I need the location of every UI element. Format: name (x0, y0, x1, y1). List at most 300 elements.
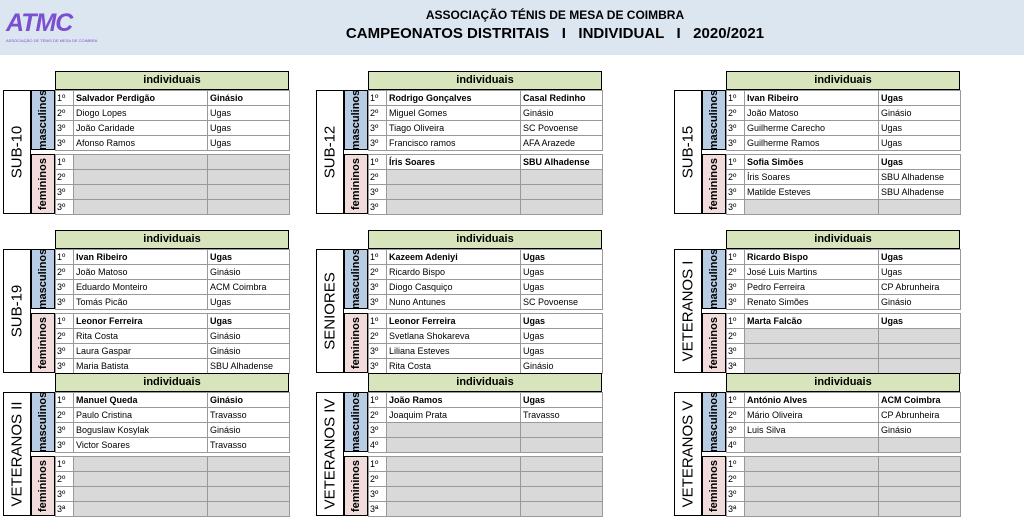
place-cell: 3ª (727, 359, 745, 374)
masculinos-label: masculinos (31, 249, 55, 309)
player-name-cell (74, 487, 208, 502)
place-cell: 2º (727, 170, 745, 185)
table-row (369, 423, 603, 438)
masculinos-table (726, 249, 961, 310)
club-cell: Ugas (208, 295, 290, 310)
table-row (369, 265, 603, 280)
club-cell (879, 344, 961, 359)
player-name-cell: Sofia Simões (745, 155, 879, 170)
place-cell: 1º (369, 314, 387, 329)
femininos-label: femininos (31, 313, 55, 373)
player-name-cell (745, 472, 879, 487)
player-name-cell (387, 438, 521, 453)
category-label (316, 392, 344, 516)
masculinos-label: masculinos (344, 249, 368, 309)
individuais-header: individuais (368, 71, 602, 90)
table-row (369, 185, 603, 200)
table-row (369, 359, 603, 374)
club-cell: Ugas (879, 121, 961, 136)
club-cell: SBU Alhadense (879, 170, 961, 185)
individuais-header: individuais (368, 373, 602, 392)
club-cell: Ginásio (208, 423, 290, 438)
player-name-cell: João Matoso (745, 106, 879, 121)
place-cell: 3º (56, 185, 74, 200)
player-name-cell: Mário Oliveira (745, 408, 879, 423)
table-row (727, 170, 961, 185)
table-row (56, 250, 290, 265)
club-cell: Ugas (879, 136, 961, 151)
player-name-cell: Eduardo Monteiro (74, 280, 208, 295)
player-name-cell: Leonor Ferreira (387, 314, 521, 329)
femininos-table (368, 456, 603, 517)
club-cell: Travasso (208, 408, 290, 423)
place-cell: 3º (727, 200, 745, 215)
player-name-cell: José Luis Martins (745, 265, 879, 280)
player-name-cell: Ricardo Bispo (387, 265, 521, 280)
club-cell (879, 472, 961, 487)
femininos-label: femininos (31, 456, 55, 516)
club-cell (208, 457, 290, 472)
table-row (369, 200, 603, 215)
club-cell: SBU Alhadense (879, 185, 961, 200)
club-cell: AFA Arazede (521, 136, 603, 151)
player-name-cell: Boguslaw Kosylak (74, 423, 208, 438)
player-name-cell (387, 502, 521, 517)
association-title: ASSOCIAÇÃO TÉNIS DE MESA DE COIMBRA (425, 8, 685, 22)
table-row (56, 200, 290, 215)
place-cell: 2º (369, 329, 387, 344)
place-cell: 1º (369, 250, 387, 265)
individuais-header: individuais (726, 373, 960, 392)
place-cell: 3º (369, 344, 387, 359)
table-row (56, 502, 290, 517)
individuais-header: individuais (55, 230, 289, 249)
page-header (0, 0, 1024, 55)
table-row (56, 91, 290, 106)
club-cell: SBU Alhadense (208, 359, 290, 374)
table-row (369, 438, 603, 453)
table-row (727, 457, 961, 472)
masculinos-table (368, 90, 603, 151)
femininos-table (726, 313, 961, 374)
place-cell: 3º (727, 423, 745, 438)
place-cell: 1º (56, 393, 74, 408)
table-row (727, 502, 961, 517)
femininos-label: femininos (344, 313, 368, 373)
table-row (727, 438, 961, 453)
masculinos-table (368, 249, 603, 310)
table-row (727, 200, 961, 215)
table-row (369, 170, 603, 185)
masculinos-label: masculinos (31, 392, 55, 452)
masculinos-label: masculinos (344, 90, 368, 150)
place-cell: 2º (369, 106, 387, 121)
place-cell: 3º (56, 487, 74, 502)
table-row (727, 295, 961, 310)
table-row (369, 408, 603, 423)
player-name-cell (745, 344, 879, 359)
club-cell (521, 438, 603, 453)
club-cell: Travasso (208, 438, 290, 453)
player-name-cell: Paulo Cristina (74, 408, 208, 423)
category-label (3, 392, 31, 516)
femininos-label: femininos (344, 456, 368, 516)
player-name-cell: Miguel Gomes (387, 106, 521, 121)
club-cell (521, 472, 603, 487)
place-cell: 1º (727, 393, 745, 408)
place-cell: 3º (369, 121, 387, 136)
femininos-label: femininos (344, 154, 368, 214)
table-row (727, 136, 961, 151)
player-name-cell: Kazeem Adeniyi (387, 250, 521, 265)
player-name-cell: Matilde Esteves (745, 185, 879, 200)
club-cell (208, 502, 290, 517)
club-cell (879, 457, 961, 472)
club-cell: SC Povoense (521, 295, 603, 310)
table-row (56, 265, 290, 280)
player-name-cell: João Matoso (74, 265, 208, 280)
individuais-header: individuais (726, 71, 960, 90)
club-cell: Ugas (879, 314, 961, 329)
player-name-cell (74, 472, 208, 487)
table-row (56, 280, 290, 295)
player-name-cell: João Caridade (74, 121, 208, 136)
table-row (56, 136, 290, 151)
table-row (727, 329, 961, 344)
club-cell: Ugas (208, 106, 290, 121)
place-cell: 3ª (56, 502, 74, 517)
place-cell: 3º (56, 438, 74, 453)
category-name: SENIORES (321, 272, 339, 350)
femininos-label: femininos (702, 313, 726, 373)
category-label (316, 249, 344, 373)
table-row (56, 185, 290, 200)
club-cell: Ugas (879, 155, 961, 170)
table-row (369, 393, 603, 408)
table-row (56, 487, 290, 502)
club-cell: Ugas (521, 280, 603, 295)
table-row (56, 170, 290, 185)
table-row (369, 121, 603, 136)
place-cell: 3ª (727, 502, 745, 517)
table-row (369, 295, 603, 310)
place-cell: 3º (727, 280, 745, 295)
place-cell: 1º (727, 155, 745, 170)
place-cell: 1º (727, 250, 745, 265)
player-name-cell: Salvador Perdigão (74, 91, 208, 106)
club-cell: Ugas (208, 136, 290, 151)
individuais-header: individuais (726, 230, 960, 249)
place-cell: 3º (56, 344, 74, 359)
player-name-cell (745, 438, 879, 453)
club-cell (879, 359, 961, 374)
player-name-cell (387, 170, 521, 185)
place-cell: 2º (727, 408, 745, 423)
masculinos-table (726, 392, 961, 453)
club-cell: Ugas (521, 393, 603, 408)
category-name: VETERANOS II (8, 401, 26, 507)
category-label (674, 249, 702, 373)
club-cell: Ugas (879, 250, 961, 265)
table-row (727, 185, 961, 200)
player-name-cell (74, 457, 208, 472)
table-row (369, 314, 603, 329)
table-row (369, 91, 603, 106)
player-name-cell (387, 457, 521, 472)
club-cell (521, 170, 603, 185)
player-name-cell (74, 170, 208, 185)
player-name-cell: Ricardo Bispo (745, 250, 879, 265)
club-cell: Ginásio (208, 265, 290, 280)
place-cell: 2º (56, 106, 74, 121)
table-row (727, 314, 961, 329)
table-row (727, 408, 961, 423)
club-cell: Ginásio (879, 106, 961, 121)
place-cell: 1º (56, 250, 74, 265)
table-row (369, 472, 603, 487)
player-name-cell (74, 185, 208, 200)
table-row (56, 106, 290, 121)
table-row (56, 344, 290, 359)
player-name-cell: Rita Costa (74, 329, 208, 344)
category-name: SUB-12 (321, 125, 339, 179)
championship-title: CAMPEONATOS DISTRITAIS I INDIVIDUAL I 2020/2021 (345, 25, 765, 42)
category-name: VETERANOS IV (321, 398, 339, 510)
table-row (727, 472, 961, 487)
player-name-cell: João Ramos (387, 393, 521, 408)
club-cell (208, 487, 290, 502)
player-name-cell: Svetlana Shokareva (387, 329, 521, 344)
player-name-cell (745, 359, 879, 374)
category-name: VETERANOS V (679, 400, 697, 508)
place-cell: 1º (56, 314, 74, 329)
place-cell: 3º (369, 200, 387, 215)
table-row (727, 250, 961, 265)
player-name-cell: Rita Costa (387, 359, 521, 374)
place-cell: 3º (56, 295, 74, 310)
player-name-cell (745, 329, 879, 344)
place-cell: 2º (369, 265, 387, 280)
place-cell: 2º (727, 106, 745, 121)
table-row (727, 91, 961, 106)
masculinos-label: masculinos (31, 90, 55, 150)
table-row (56, 155, 290, 170)
club-cell: Ugas (521, 329, 603, 344)
femininos-table (368, 313, 603, 374)
club-cell (521, 200, 603, 215)
femininos-table (368, 154, 603, 215)
player-name-cell: Liliana Esteves (387, 344, 521, 359)
player-name-cell (74, 200, 208, 215)
player-name-cell: Ivan Ribeiro (745, 91, 879, 106)
player-name-cell: Tiago Oliveira (387, 121, 521, 136)
club-cell: Ginásio (521, 106, 603, 121)
masculinos-table (55, 392, 290, 453)
table-row (56, 359, 290, 374)
place-cell: 3º (727, 185, 745, 200)
place-cell: 3º (727, 121, 745, 136)
table-row (727, 487, 961, 502)
table-row (369, 280, 603, 295)
category-label (3, 249, 31, 373)
table-row (369, 502, 603, 517)
masculinos-label: masculinos (702, 90, 726, 150)
table-row (369, 136, 603, 151)
table-row (727, 106, 961, 121)
table-row (369, 457, 603, 472)
club-cell: Ginásio (879, 423, 961, 438)
player-name-cell (745, 200, 879, 215)
place-cell: 1º (727, 91, 745, 106)
player-name-cell: Guilherme Ramos (745, 136, 879, 151)
club-cell: SC Povoense (521, 121, 603, 136)
club-cell (208, 170, 290, 185)
place-cell: 3º (56, 136, 74, 151)
femininos-label: femininos (702, 154, 726, 214)
table-row (727, 423, 961, 438)
place-cell: 1º (727, 314, 745, 329)
place-cell: 3º (56, 280, 74, 295)
club-cell (879, 200, 961, 215)
player-name-cell: Pedro Ferreira (745, 280, 879, 295)
logo-text: ATMC (6, 9, 73, 37)
category-label (674, 90, 702, 214)
place-cell: 4º (369, 438, 387, 453)
table-row (369, 250, 603, 265)
category-name: SUB-15 (679, 125, 697, 179)
club-cell (208, 155, 290, 170)
club-cell (521, 487, 603, 502)
place-cell: 2º (56, 265, 74, 280)
club-cell (879, 438, 961, 453)
player-name-cell (387, 200, 521, 215)
player-name-cell: Luis Silva (745, 423, 879, 438)
femininos-label: femininos (702, 456, 726, 516)
table-row (369, 106, 603, 121)
masculinos-table (368, 392, 603, 453)
club-cell: Ugas (521, 265, 603, 280)
table-row (727, 280, 961, 295)
place-cell: 3º (56, 423, 74, 438)
category-label (316, 90, 344, 214)
place-cell: 2º (369, 170, 387, 185)
place-cell: 2º (727, 472, 745, 487)
place-cell: 3º (727, 487, 745, 502)
place-cell: 1º (369, 457, 387, 472)
masculinos-table (55, 249, 290, 310)
club-cell: CP Abrunheira (879, 408, 961, 423)
club-cell: Ginásio (521, 359, 603, 374)
club-cell (208, 200, 290, 215)
player-name-cell: Maria Batista (74, 359, 208, 374)
player-name-cell (387, 487, 521, 502)
place-cell: 3º (56, 359, 74, 374)
place-cell: 1º (369, 393, 387, 408)
masculinos-table (726, 90, 961, 151)
player-name-cell: Tomás Picão (74, 295, 208, 310)
table-row (369, 329, 603, 344)
club-cell (521, 185, 603, 200)
player-name-cell: Diogo Casquiço (387, 280, 521, 295)
place-cell: 1º (727, 457, 745, 472)
club-cell: Ugas (208, 250, 290, 265)
player-name-cell: Leonor Ferreira (74, 314, 208, 329)
place-cell: 3º (369, 487, 387, 502)
place-cell: 1º (56, 91, 74, 106)
club-cell: Ugas (879, 91, 961, 106)
club-cell: Ugas (521, 250, 603, 265)
place-cell: 3º (369, 185, 387, 200)
table-row (727, 393, 961, 408)
club-cell: Ginásio (879, 295, 961, 310)
club-cell (521, 423, 603, 438)
femininos-table (55, 456, 290, 517)
category-name: VETERANOS I (679, 260, 697, 362)
masculinos-label: masculinos (702, 392, 726, 452)
table-row (56, 329, 290, 344)
player-name-cell: Laura Gaspar (74, 344, 208, 359)
club-cell: Ugas (879, 265, 961, 280)
player-name-cell (387, 472, 521, 487)
club-cell: ACM Coimbra (879, 393, 961, 408)
club-cell: Ugas (521, 344, 603, 359)
table-row (56, 314, 290, 329)
place-cell: 2º (727, 329, 745, 344)
place-cell: 3º (369, 136, 387, 151)
place-cell: 2º (56, 170, 74, 185)
player-name-cell: Nuno Antunes (387, 295, 521, 310)
table-row (369, 155, 603, 170)
player-name-cell: Íris Soares (745, 170, 879, 185)
table-row (56, 423, 290, 438)
club-cell (879, 487, 961, 502)
logo-subtitle: ASSOCIAÇÃO DE TÉNIS DE MESA DE COIMBRA (6, 38, 98, 43)
place-cell: 2º (369, 472, 387, 487)
femininos-table (55, 154, 290, 215)
player-name-cell: Íris Soares (387, 155, 521, 170)
place-cell: 1º (369, 155, 387, 170)
player-name-cell: Guilherme Carecho (745, 121, 879, 136)
table-row (727, 155, 961, 170)
category-name: SUB-10 (8, 125, 26, 179)
player-name-cell: Ivan Ribeiro (74, 250, 208, 265)
player-name-cell: Manuel Queda (74, 393, 208, 408)
table-row (56, 295, 290, 310)
place-cell: 3º (56, 121, 74, 136)
femininos-table (726, 154, 961, 215)
player-name-cell: Joaquim Prata (387, 408, 521, 423)
place-cell: 3º (727, 295, 745, 310)
femininos-label: femininos (31, 154, 55, 214)
player-name-cell (74, 155, 208, 170)
category-name: SUB-19 (8, 284, 26, 338)
club-cell: SBU Alhadense (521, 155, 603, 170)
club-cell: Ginásio (208, 91, 290, 106)
player-name-cell (74, 502, 208, 517)
place-cell: 2º (56, 329, 74, 344)
club-cell (521, 457, 603, 472)
femininos-table (726, 456, 961, 517)
individuais-header: individuais (55, 71, 289, 90)
player-name-cell: Francisco ramos (387, 136, 521, 151)
table-row (369, 487, 603, 502)
place-cell: 3º (727, 136, 745, 151)
table-row (369, 344, 603, 359)
club-cell: Ugas (208, 314, 290, 329)
club-cell: Casal Redinho (521, 91, 603, 106)
player-name-cell: Rodrigo Gonçalves (387, 91, 521, 106)
table-row (56, 408, 290, 423)
